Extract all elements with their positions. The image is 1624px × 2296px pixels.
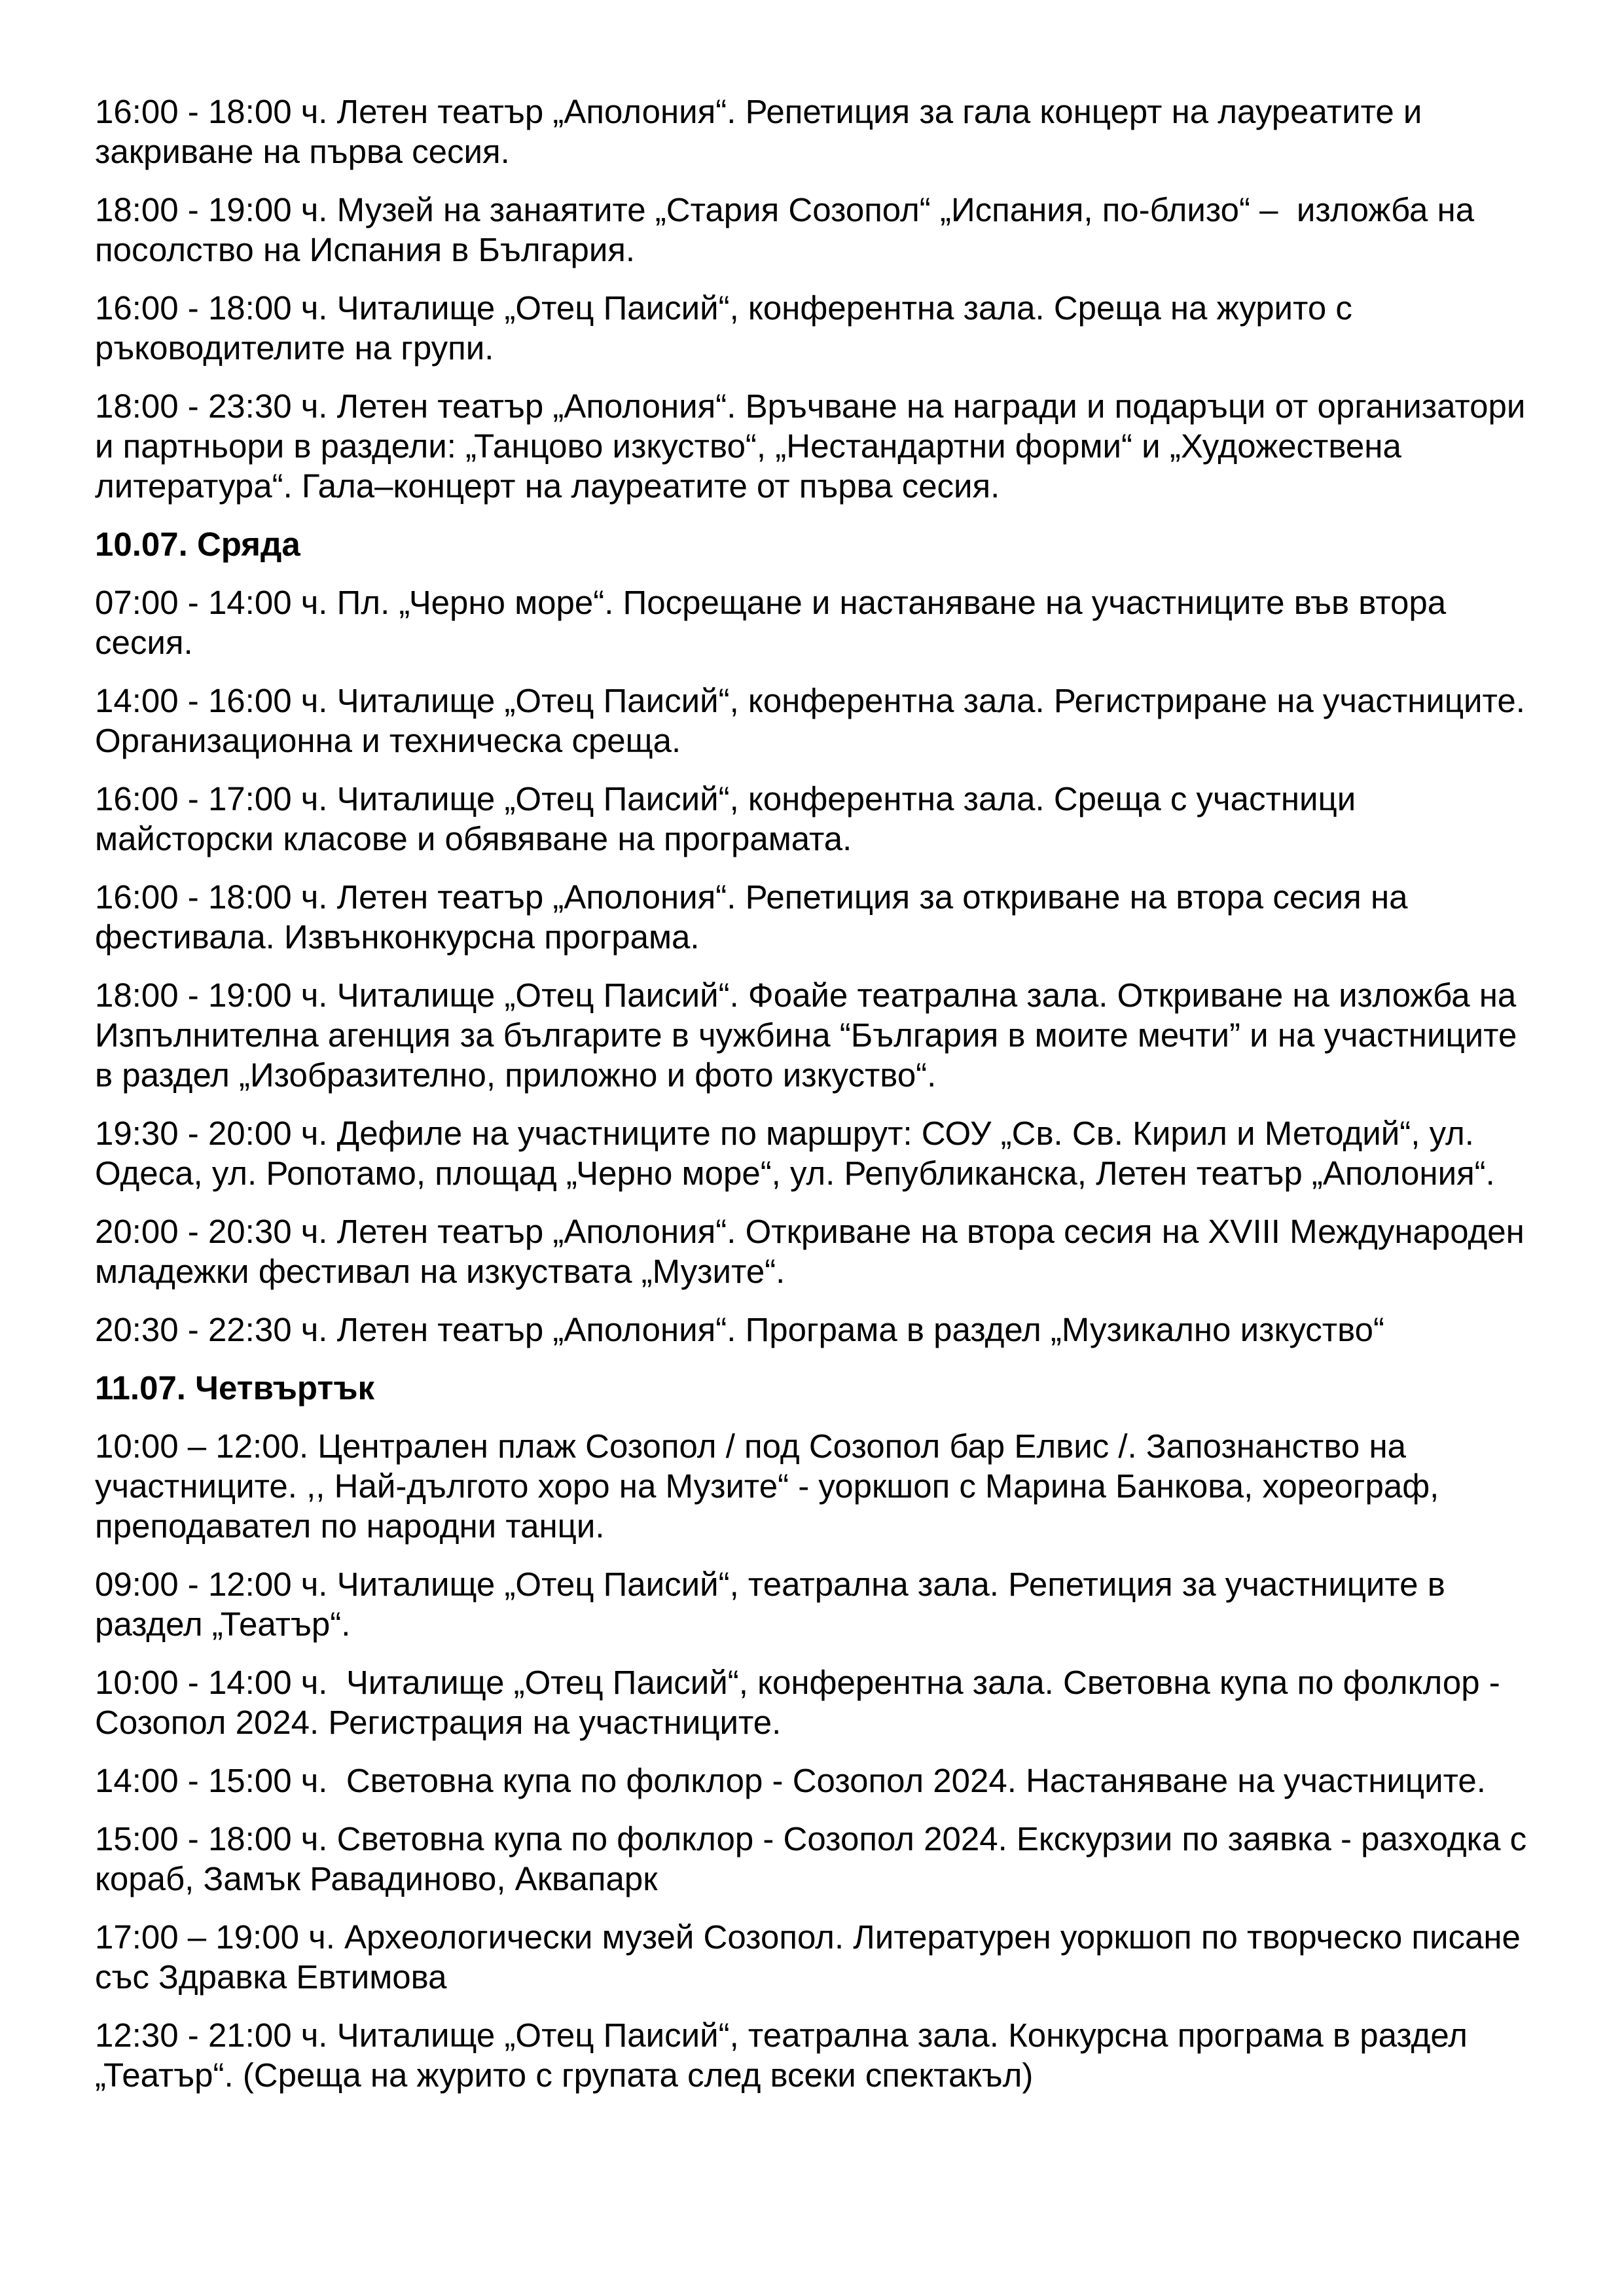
document-body [95, 92, 1542, 2113]
schedule-entry: 14:00 - 15:00 ч. Световна купа по фолклор - Созопол 2024. Настаняване на участниците. [95, 1762, 1486, 1799]
schedule-entry: 16:00 - 18:00 ч. Летен театър „Аполония“. Репетиция за гала концерт на лауреатите и закриване на първа сесия. [95, 93, 1432, 170]
day-heading: 10.07. Сряда [95, 526, 300, 563]
schedule-entry: 09:00 - 12:00 ч. Читалище „Отец Паисий“, театрална зала. Репетиция за участниците в раздел „Театър“. [95, 1566, 1454, 1643]
schedule-entry: 12:30 - 21:00 ч. Читалище „Отец Паисий“, театрална зала. Конкурсна програма в раздел „Театър“. (Среща на журито с групата след всеки спектакъл) [95, 2017, 1477, 2094]
schedule-entry: 18:00 - 23:30 ч. Летен театър „Аполония“. Връчване на награди и подаръци от организатори и партньори в раздели: „Танцово изкуство“, „Нестандартни форми“ и „Художествена литература“. Гала–концерт на лауреатите от първа сесия. [95, 387, 1535, 505]
schedule-entry: 16:00 - 18:00 ч. Летен театър „Аполония“. Репетиция за откриване на втора сесия на фестивала. Извънконкурсна програма. [95, 878, 1417, 956]
schedule-entry: 18:00 - 19:00 ч. Музей на занаятите „Стария Созопол“ „Испания, по-близо“ – изложба на посолство на Испания в България. [95, 191, 1484, 268]
schedule-entry: 20:00 - 20:30 ч. Летен театър „Аполония“. Откриване на втора сесия на XVIII Международен младежки фестивал на изкуствата „Музите“. [95, 1213, 1534, 1290]
schedule-entry: 16:00 - 18:00 ч. Читалище „Отец Паисий“, конферентна зала. Среща на журито с ръководителите на групи. [95, 289, 1362, 367]
schedule-entry: 15:00 - 18:00 ч. Световна купа по фолклор - Созопол 2024. Екскурзии по заявка - разходка с кораб, Замък Равадиново, Аквапарк [95, 1820, 1536, 1897]
schedule-entry: 10:00 - 14:00 ч. Читалище „Отец Паисий“, конферентна зала. Световна купа по фолклор - Созопол 2024. Регистрация на участниците. [95, 1664, 1509, 1741]
schedule-entry: 20:30 - 22:30 ч. Летен театър „Аполония“. Програма в раздел „Музикално изкуство“ [95, 1311, 1384, 1348]
schedule-entry: 16:00 - 17:00 ч. Читалище „Отец Паисий“, конферентна зала. Среща с участници майсторски класове и обявяване на програмата. [95, 780, 1365, 857]
day-heading: 11.07. Четвъртък [95, 1369, 375, 1407]
schedule-entry: 17:00 – 19:00 ч. Археологически музей Созопол. Литературен уоркшоп по творческо писане със Здравка Евтимова [95, 1918, 1530, 1996]
schedule-entry: 14:00 - 16:00 ч. Читалище „Отец Паисий“, конферентна зала. Регистриране на участниците. Организационна и техническа среща. [95, 682, 1535, 759]
schedule-entry: 10:00 – 12:00. Централен плаж Созопол / под Созопол бар Елвис /. Запознанство на участниците. ,, Най-дългото хоро на Музите“ - уоркшоп с Марина Банкова, хореограф, преподавател по народни танци. [95, 1427, 1449, 1545]
schedule-entry: 18:00 - 19:00 ч. Читалище „Отец Паисий“. Фоайе театрална зала. Откриване на изложба на Изпълнителна агенция за българите в чужбина “България в моите мечти” и на участниците в раздел „Изобразително, приложно и фото изкуство“. [95, 977, 1526, 1094]
schedule-entry: 07:00 - 14:00 ч. Пл. „Черно море“. Посрещане и настаняване на участниците във втора сесия. [95, 584, 1456, 661]
schedule-entry: 19:30 - 20:00 ч. Дефиле на участниците по маршрут: СОУ „Св. Св. Кирил и Методий“, ул. Одеса, ул. Ропотамо, площад „Черно море“, ул. Републиканска, Летен театър „Аполония“. [95, 1115, 1495, 1192]
